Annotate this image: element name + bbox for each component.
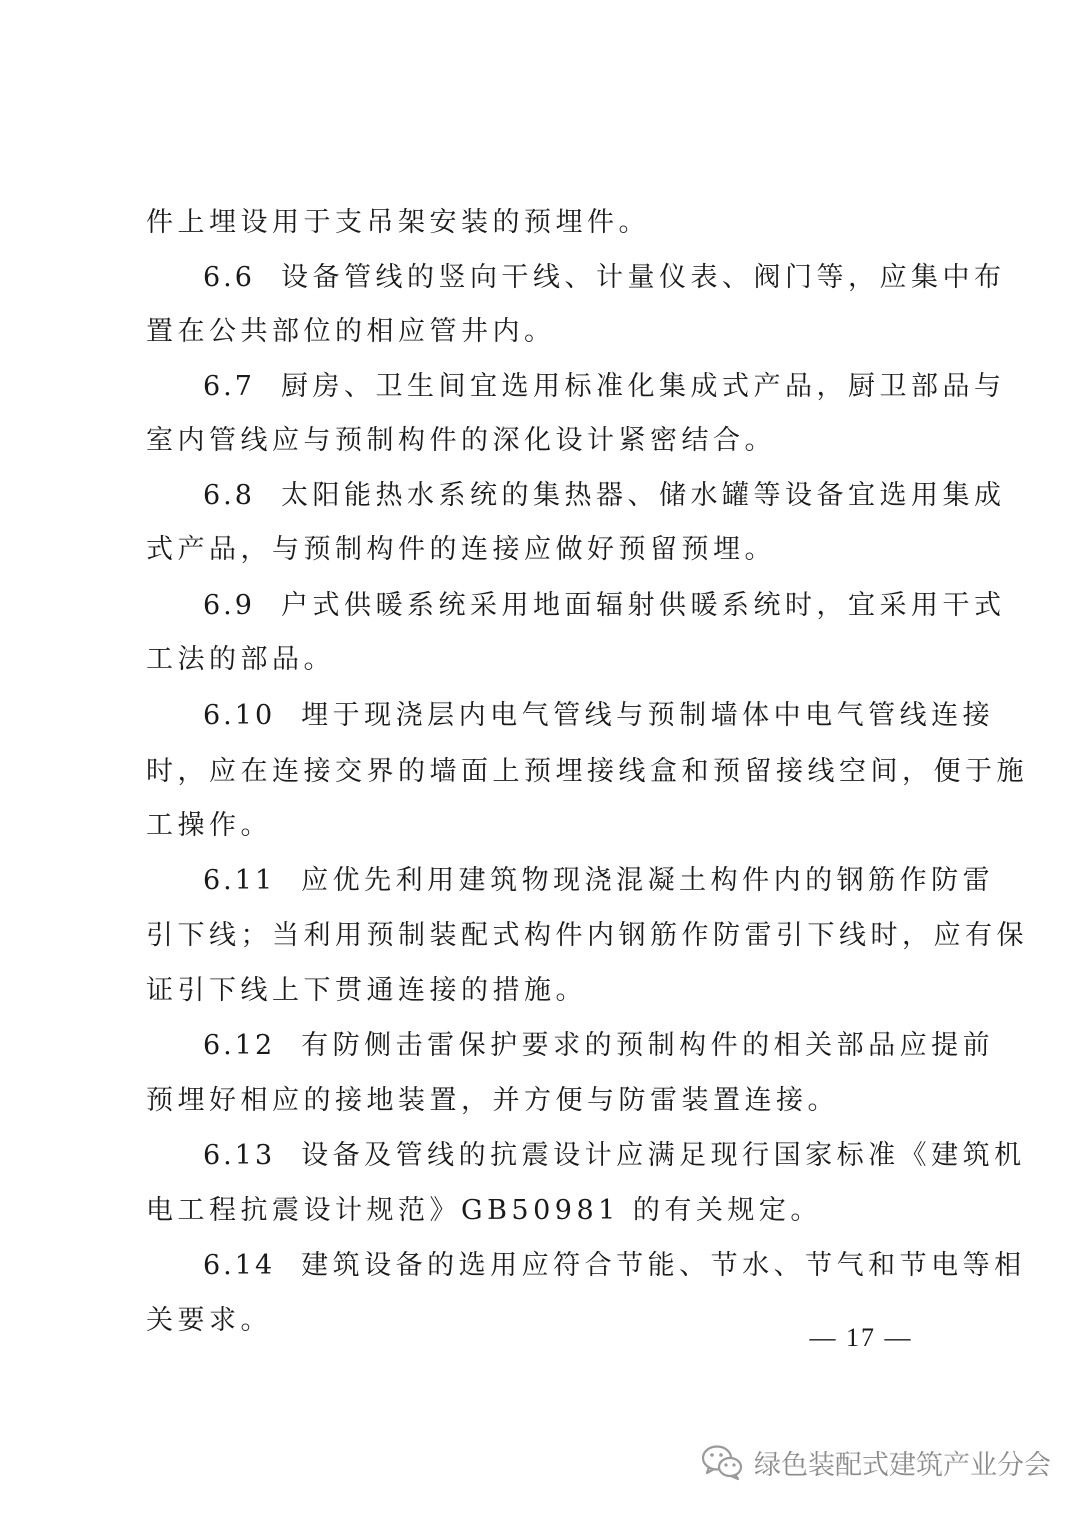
clause-text: 设备及管线的抗震设计应满足现行国家标准《建筑机 (301, 1140, 1026, 1171)
clause-6-13-first-line (203, 1138, 1026, 1174)
clause-6-9-first-line (203, 588, 1006, 624)
clause-number: 6.7 (203, 371, 255, 402)
text-line: 证引下线上下贯通连接的措施。 (146, 975, 587, 1006)
clause-text: 太阳能热水系统的集热器、储水罐等设备宜选用集成 (280, 480, 1006, 511)
text-line: 件上埋设用于支吊架安装的预埋件。 (146, 207, 650, 238)
clause-number: 6.13 (203, 1140, 276, 1171)
clause-6-12-first-line (203, 1028, 995, 1064)
text-line: 式产品，与预制构件的连接应做好预留预埋。 (146, 534, 776, 565)
clause-text: 有防侧击雷保护要求的预制构件的相关部品应提前 (301, 1030, 995, 1061)
page-number: — 17 — (809, 1323, 913, 1352)
clause-6-6-first-line (203, 260, 1006, 296)
text-line: 工法的部品。 (146, 644, 335, 675)
clause-6-11-first-line (203, 863, 995, 899)
text-line: 工操作。 (146, 810, 272, 841)
text-line: 时，应在连接交界的墙面上预埋接线盒和预留接线空间，便于施 (146, 756, 1028, 787)
text-line: 预埋好相应的接地装置，并方便与防雷装置连接。 (146, 1085, 839, 1116)
clause-number: 6.10 (203, 700, 276, 731)
clause-text: 户式供暖系统采用地面辐射供暖系统时，宜采用干式 (280, 590, 1006, 621)
text-line: 引下线；当利用预制装配式构件内钢筋作防雷引下线时，应有保 (146, 920, 1028, 951)
clause-text: 应优先利用建筑物现浇混凝土构件内的钢筋作防雷 (301, 865, 995, 896)
clause-text: 建筑设备的选用应符合节能、节水、节气和节电等相 (301, 1250, 1026, 1281)
wechat-icon (700, 1442, 744, 1482)
watermark-text: 绿色装配式建筑产业分会 (754, 1449, 1051, 1481)
clause-6-10-first-line (203, 698, 995, 734)
clause-number: 6.9 (203, 590, 255, 621)
clause-6-8-first-line (203, 478, 1006, 514)
clause-text: 设备管线的竖向干线、计量仪表、阀门等，应集中布 (280, 262, 1006, 293)
clause-number: 6.6 (203, 262, 255, 293)
text-line: 置在公共部位的相应管井内。 (146, 316, 556, 347)
text-line: 关要求。 (146, 1305, 272, 1336)
wechat-watermark (700, 1440, 1060, 1484)
clause-number: 6.8 (203, 480, 255, 511)
clause-text: 厨房、卫生间宜选用标准化集成式产品，厨卫部品与 (280, 371, 1006, 402)
text-line: 室内管线应与预制构件的深化设计紧密结合。 (146, 425, 776, 456)
clause-number: 6.11 (203, 865, 276, 896)
text-line: 电工程抗震设计规范》GB50981 的有关规定。 (146, 1195, 822, 1226)
clause-number: 6.14 (203, 1250, 276, 1281)
clause-6-14-first-line (203, 1248, 1026, 1284)
clause-number: 6.12 (203, 1030, 276, 1061)
clause-6-7-first-line (203, 369, 1006, 405)
clause-text: 埋于现浇层内电气管线与预制墙体中电气管线连接 (301, 700, 995, 731)
